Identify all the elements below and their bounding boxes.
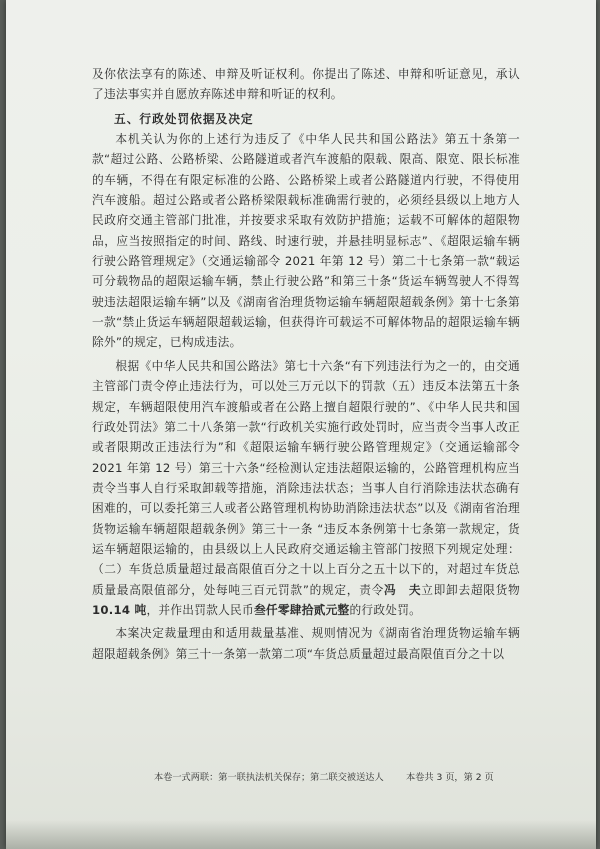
page-bottom-shadow <box>6 820 596 849</box>
footer-page-number: 本卷共 3 页，第 2 页 <box>406 772 494 783</box>
fine-amount: 叁仟零肆拾贰元整 <box>253 602 350 617</box>
paragraph-penalty-basis <box>92 356 520 620</box>
footer-copies-note: 本卷一式两联：第一联执法机关保存；第二联交被送达人 <box>154 772 384 783</box>
section-heading: 五、行政处罚依据及决定 <box>114 111 254 126</box>
overload-tonnage: 10.14 吨 <box>92 602 147 617</box>
fine-intro-text: ，并作出罚款人民币 <box>146 602 254 617</box>
party-name: 冯 夫 <box>384 582 422 597</box>
penalty-end-text: 的行政处罚。 <box>349 602 422 617</box>
paragraph-rights: 及你依法享有的陈述、申辩及听证权利。你提出了陈述、申辩和听证意见，承认了违法事实并自愿放弃陈述申辩和听证的权利。 <box>92 67 520 102</box>
document-page <box>6 0 596 849</box>
unload-order-text: 立即卸去超限货物 <box>421 582 520 597</box>
penalty-basis-text: 根据《中华人民共和国公路法》第七十六条“有下列违法行为之一的，由交通主管部门责令停止违法行为，可以处三万元以下的罚款（五）违反本法第五十条规定，车辆超限使用汽车渡船或者在公路上擅自超限行驶的”、《中华人民共和国行政处罚法》第二十八条第一款“行政机关实施行政处罚时，应当责令当事人改正或者限期改正违法行为”和《超限运输车辆行驶公路管理规定》（交通运输部令 2021 年第 12 号）第三十六条“经检测认定违法超限运输的，公路管理机构应当责令当事人自行采取卸载等措施，消除违法状态；当事人自行消除违法状态确有困难的，可以委托第三人或者公路管理机构协助消除违法状态”以及《湖南省治理货物运输车辆超限超载条例》第三十一条 “违反本条例第十七条第一款规定，货运车辆超限运输的，由县级以上人民政府交通运输主管部门按照下列规定处理：（二）车货总质量超过最高限值百分之十以上百分之五十以下的，对超过车货总质量最高限值部分，处每吨三百元罚款”的规定，责令 <box>92 358 520 597</box>
document-body <box>92 64 520 664</box>
paragraph-violation: 本机关认为你的上述行为违反了《中华人民共和国公路法》第五十条第一款“超过公路、公路桥梁、公路隧道或者汽车渡船的限载、限高、限宽、限长标准的车辆，不得在有限定标准的公路、公路桥梁上或者公路隧道内行驶，不得使用汽车渡船。超过公路或者公路桥梁限载标准确需行驶的，必须经县级以上地方人民政府交通主管部门批准，并按要求采取有效防护措施；运载不可解体的超限物品，应当按照指定的时间、路线、时速行驶，并悬挂明显标志”、《超限运输车辆行驶公路管理规定》（交通运输部令 2021 年第 12 号）第二十七条第一款“载运可分载物品的超限运输车辆，禁止行驶公路”和第三十条“货运车辆驾驶人不得驾驶违法超限运输车辆”以及《湖南省治理货物运输车辆超限超载条例》第十七条第一款“禁止货运车辆超限超载运输，但获得许可载运不可解体物品的超限运输车辆除外”的规定，已构成违法。 <box>92 132 520 350</box>
paragraph-discretion: 本案决定裁量理由和适用裁量基准、规则情况为《湖南省治理货物运输车辆超限超载条例》第三十一条第一款第二项“车货总质量超过最高限值百分之十以 <box>92 626 520 661</box>
